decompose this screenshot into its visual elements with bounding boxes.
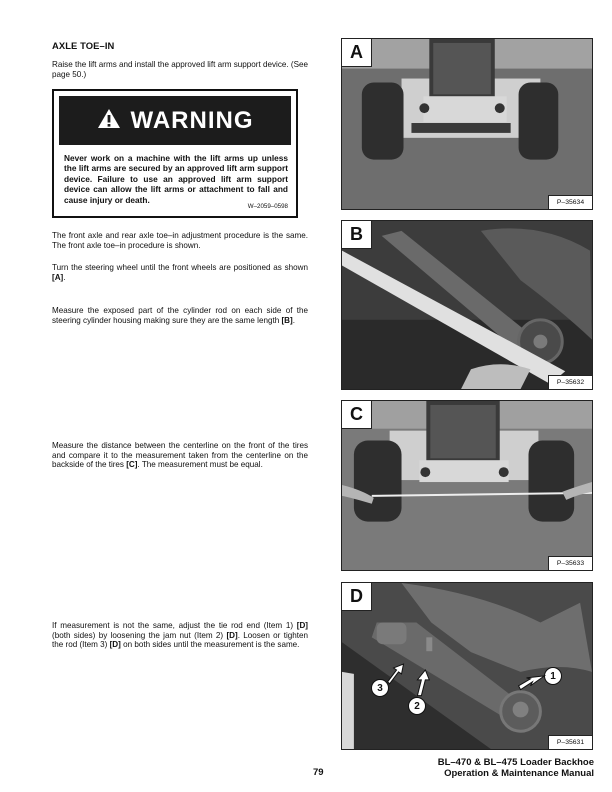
step-d-text-2: (both sides) by loosening the jam nut (Item 2) [52,630,227,640]
figure-b-code: P–35632 [548,375,592,389]
section-heading: AXLE TOE–IN [52,40,115,51]
paragraph-step-d [52,621,308,650]
manual-title-line-2: Operation & Maintenance Manual [444,767,594,779]
callout-1-icon: 1 [544,667,562,685]
warning-code: W–2059–0598 [247,203,288,210]
figure-d-label: D [342,583,372,611]
callout-3-icon: 3 [371,679,389,697]
figure-d [341,582,593,750]
step-c-end: . The measurement must be equal. [137,460,263,470]
step-d-text-3: . Loosen or tighten the rod (Item 3) [52,630,309,650]
figure-b [341,220,593,390]
cylinder-rod-measurement-photo [342,221,592,389]
manual-title-line-1: BL–470 & BL–475 Loader Backhoe [437,757,594,768]
step-a-text: Turn the steering wheel until the front wheels are positioned as shown [52,263,308,272]
step-d-text-1: If measurement is not the same, adjust the tie rod end (Item 1) [52,621,297,630]
warning-title: WARNING [130,106,254,134]
warning-body-text: Never work on a machine with the lift arms up unless the lift arms are secured by an approved lift arm support device. Failure to use an approved lift arm support device can allow the lift arms or attachment to fall and cause injury or death. [64,153,288,205]
figure-a-code: P–35634 [548,195,592,209]
step-b-text: Measure the exposed part of the cylinder rod on each side of the steering cylinder housing making sure they are the same length [52,306,308,325]
figure-ref-d-2: [D] [226,630,238,640]
page-number: 79 [313,767,324,778]
paragraph-step-b [52,306,308,325]
figure-c-label: C [342,401,372,429]
callout-arrows-icon [342,583,592,749]
warning-header [59,96,291,145]
figure-a-label: A [342,39,372,67]
figure-d-code: P–35631 [548,735,592,749]
paragraph-procedure-note: The front axle and rear axle toe–in adjustment procedure is the same. The front axle toe–in procedure is shown. [52,231,308,250]
figure-c-code: P–35633 [548,556,592,570]
figure-ref-d-3: [D] [109,640,121,650]
manual-title [438,758,594,779]
figure-ref-c: [C] [126,460,138,470]
figure-b-label: B [342,221,372,249]
loader-front-photo [342,39,592,209]
step-b-end: . [292,315,295,325]
figure-a [341,38,593,210]
step-d-text-4: on both sides until the measurement is the same. [120,640,300,650]
warning-box [52,89,298,218]
figure-ref-d-1: [D] [296,621,308,630]
figure-ref-a: [A] [52,272,64,282]
step-c-text: Measure the distance between the centerline on the front of the tires and compare it to the measurement taken from the centerline on the backside of the tires [52,441,308,470]
paragraph-step-a [52,263,308,282]
tire-centerline-measurement-photo [342,401,592,570]
figure-ref-b: [B] [281,315,293,325]
callout-2-icon: 2 [408,697,426,715]
intro-paragraph: Raise the lift arms and install the approved lift arm support device. (See page 50.) [52,60,308,79]
warning-triangle-icon [97,108,121,134]
figure-c [341,400,593,571]
warning-text [64,153,288,205]
step-a-end: . [63,272,66,282]
paragraph-step-c [52,441,308,470]
